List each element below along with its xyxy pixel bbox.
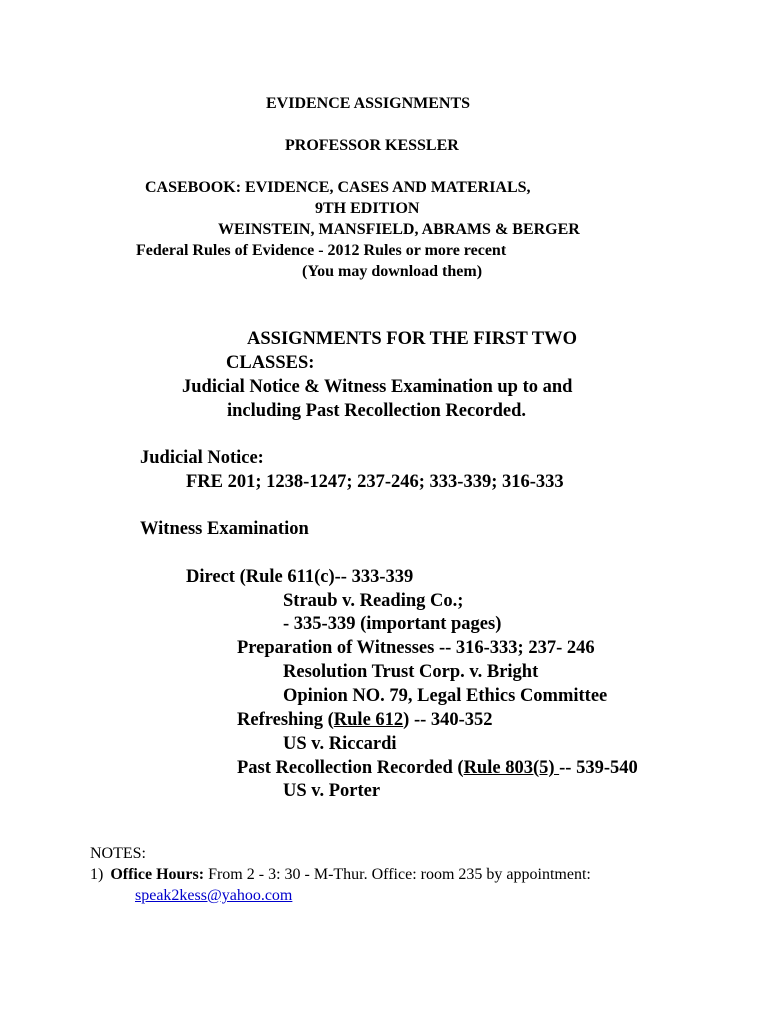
rule-803-5-reference: Rule 803(5) xyxy=(463,758,560,778)
refreshing-suffix: ) -- 340-352 xyxy=(403,710,493,730)
office-hours-label: Office Hours: xyxy=(110,866,205,883)
judicial-notice-pages: FRE 201; 1238-1247; 237-246; 333-339; 316-333 xyxy=(186,472,564,492)
judicial-notice-heading: Judicial Notice: xyxy=(140,448,264,468)
assignments-topic: Judicial Notice & Witness Examination up to and xyxy=(182,377,573,397)
refreshing-line xyxy=(237,711,493,730)
casebook-edition: 9TH EDITION xyxy=(315,200,420,217)
case-porter: US v. Porter xyxy=(283,781,381,801)
assignments-topic-cont: including Past Recollection Recorded. xyxy=(227,401,527,421)
assignments-heading-cont: CLASSES: xyxy=(226,353,315,373)
assignments-heading: ASSIGNMENTS FOR THE FIRST TWO xyxy=(247,329,578,349)
past-recollection-suffix: -- 539-540 xyxy=(559,758,638,778)
notes-item-office-hours xyxy=(90,867,591,883)
direct-examination: Direct (Rule 611(c)-- 333-339 xyxy=(186,567,414,587)
preparation-of-witnesses: Preparation of Witnesses -- 316-333; 237- 246 xyxy=(237,638,595,658)
past-recollection-prefix: Past Recollection Recorded ( xyxy=(237,758,464,778)
professor-name: PROFESSOR KESSLER xyxy=(285,137,459,154)
case-riccardi: US v. Riccardi xyxy=(283,734,397,754)
email-link[interactable]: speak2kess@yahoo.com xyxy=(135,887,293,904)
case-straub-pages: - 335-339 (important pages) xyxy=(283,614,502,634)
notes-heading: NOTES: xyxy=(90,845,146,862)
casebook-title: CASEBOOK: EVIDENCE, CASES AND MATERIALS, xyxy=(145,179,531,196)
case-resolution-trust: Resolution Trust Corp. v. Bright xyxy=(283,662,539,682)
case-straub: Straub v. Reading Co.; xyxy=(283,591,464,611)
refreshing-prefix: Refreshing ( xyxy=(237,710,334,730)
notes-item-number: 1) xyxy=(90,866,104,883)
past-recollection-line xyxy=(237,759,638,778)
document-title: EVIDENCE ASSIGNMENTS xyxy=(266,95,471,112)
casebook-authors: WEINSTEIN, MANSFIELD, ABRAMS & BERGER xyxy=(218,221,580,238)
opinion-legal-ethics: Opinion NO. 79, Legal Ethics Committee xyxy=(283,686,608,706)
witness-examination-heading: Witness Examination xyxy=(140,519,309,539)
download-note: (You may download them) xyxy=(302,263,483,280)
rule-612-reference: Rule 612 xyxy=(333,710,404,730)
office-hours-text: From 2 - 3: 30 - M-Thur. Office: room 235 by appointment: xyxy=(204,866,591,883)
rules-reference: Federal Rules of Evidence - 2012 Rules or more recent xyxy=(136,242,507,259)
